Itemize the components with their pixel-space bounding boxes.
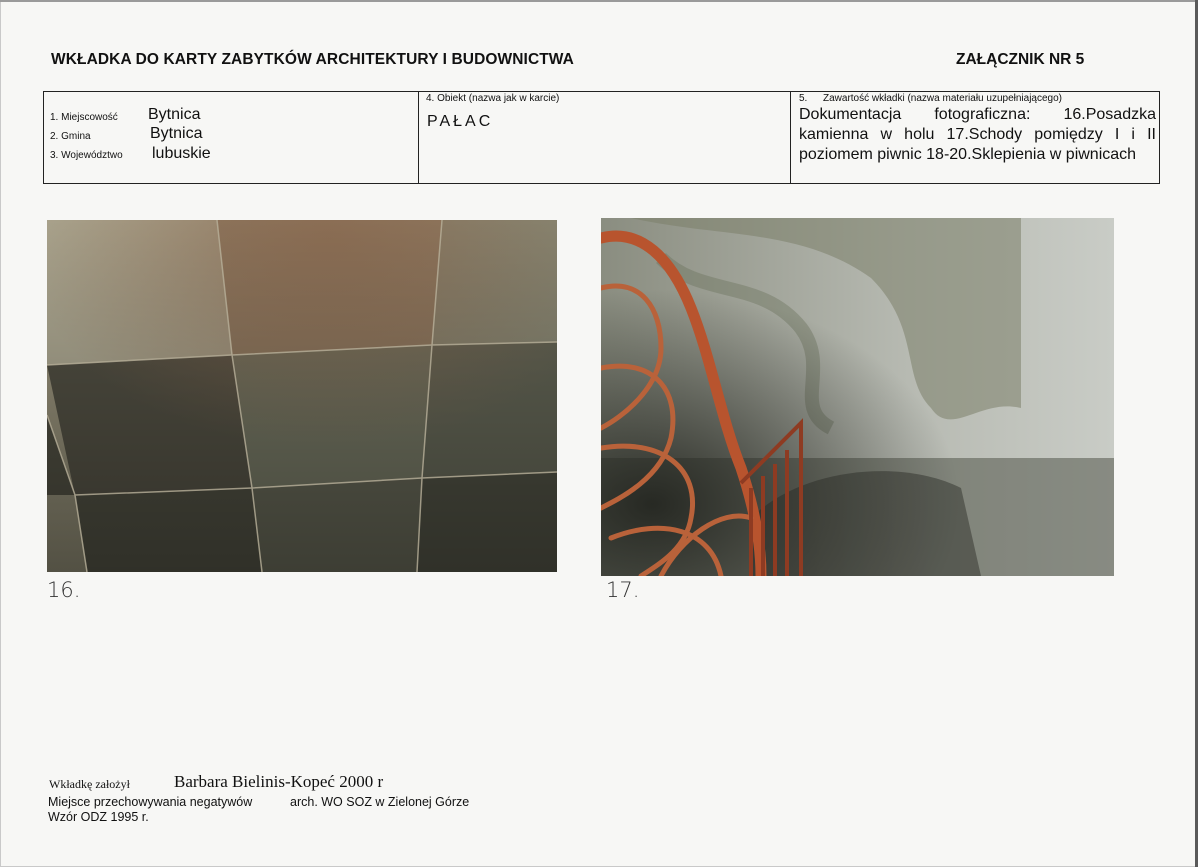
locality-value: Bytnica — [148, 106, 201, 123]
document-title: WKŁADKA DO KARTY ZABYTKÓW ARCHITEKTURY I BUDOWNICTWA — [51, 51, 574, 68]
voivodeship-label: 3. Województwo — [50, 150, 123, 161]
storage-value: arch. WO SOZ w Zielonej Górze — [290, 795, 470, 809]
commune-value: Bytnica — [150, 125, 203, 142]
template-note: Wzór ODZ 1995 r. — [48, 810, 149, 824]
contents-value: Dokumentacja fotograficzna: 16.Posadzka kamienna w holu 17.Schody pomiędzy I i II poziomem piwnic 18-20.Sklepienia w piwnicach — [799, 106, 1156, 163]
info-table — [43, 91, 1160, 184]
object-label: 4. Obiekt (nazwa jak w karcie) — [426, 93, 560, 104]
voivodeship-row — [50, 145, 211, 162]
founder-label: Wkładkę założył — [49, 777, 130, 791]
stone-floor-image — [47, 220, 557, 572]
scan-edge-top — [0, 0, 1198, 2]
voivodeship-value: lubuskie — [152, 145, 211, 162]
staircase-image — [601, 218, 1114, 576]
contents-label: Zawartość wkładki (nazwa materiału uzupełniającego) — [823, 93, 1062, 104]
commune-row — [50, 125, 203, 142]
photo-stone-floor — [47, 220, 557, 572]
annex-number: ZAŁĄCZNIK NR 5 — [956, 51, 1085, 68]
locality-label: 1. Miejscowość — [50, 112, 118, 123]
commune-label: 2. Gmina — [50, 131, 91, 142]
locality-row — [50, 106, 201, 123]
contents-label-line — [799, 93, 1062, 104]
location-cell — [44, 92, 419, 183]
storage-label: Miejsce przechowywania negatywów — [48, 795, 253, 809]
photo-caption-17: 17. — [606, 578, 640, 602]
contents-cell — [791, 92, 1159, 183]
photo-caption-16: 16. — [47, 578, 81, 602]
founder-value: Barbara Bielinis-Kopeć 2000 r — [174, 772, 384, 791]
object-cell — [419, 92, 791, 183]
object-value: PAŁAC — [427, 113, 494, 130]
photo-staircase — [601, 218, 1114, 576]
contents-number: 5. — [799, 93, 808, 104]
